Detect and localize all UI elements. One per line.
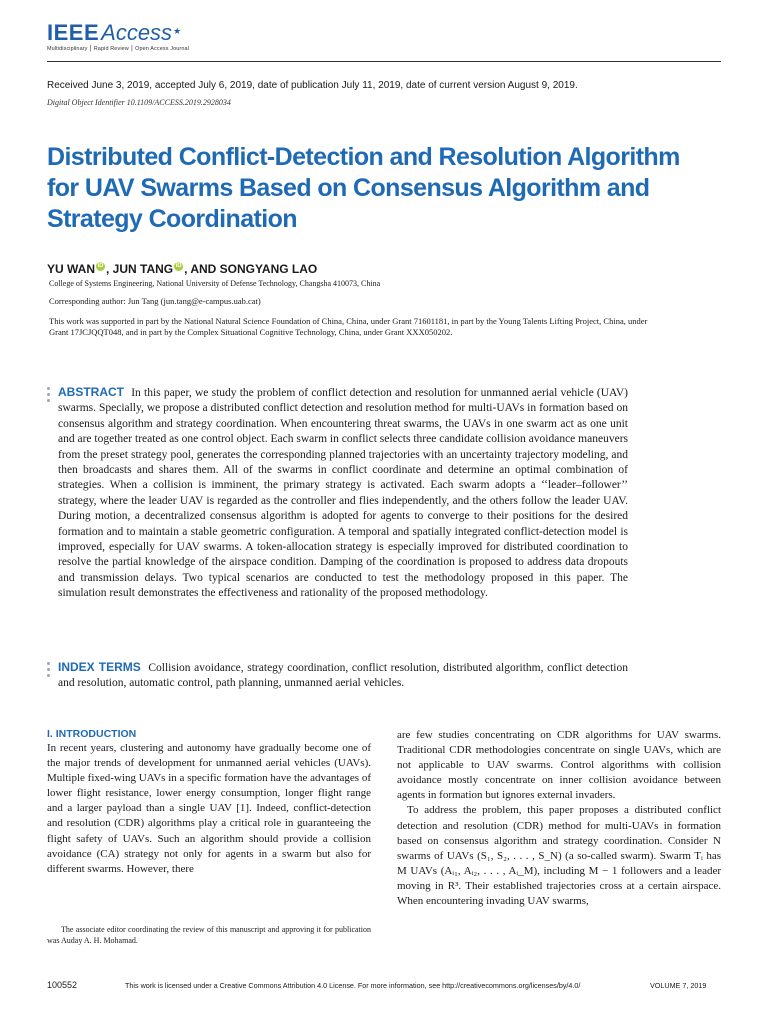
author-name: , JUN TANG: [106, 262, 174, 276]
logo-star-icon: ★: [173, 25, 182, 36]
footnote: The associate editor coordinating the review of this manuscript and approving it for publication was Auday A. H. Mohamad.: [47, 925, 371, 945]
index-terms-marker-icon: [47, 662, 51, 680]
abstract-marker-icon: [47, 387, 51, 405]
logo-tagline: Multidisciplinary ⎮ Rapid Review ⎮ Open Access Journal: [47, 46, 189, 52]
index-terms-text: Collision avoidance, strategy coordination, conflict resolution, distributed algorithm, conflict detection and resolution, automatic control, path planning, unmanned aerial vehicles.: [58, 662, 629, 690]
index-terms: [58, 660, 628, 692]
author-name: , AND SONGYANG LAO: [184, 262, 318, 276]
author-name: YU WAN: [47, 262, 95, 276]
abstract: [58, 385, 628, 602]
logo-ieee: IEEE: [47, 20, 100, 45]
paper-title: Distributed Conflict-Detection and Resolution Algorithm for UAV Swarms Based on Consensus Algorithm and Strategy Coordination: [47, 143, 680, 233]
body-paragraph: To address the problem, this paper proposes a distributed conflict detection and resolution (CDR) method for multi-UAVs in formation based on consensus algorithm and strategy coordination. Consider N swarms of UAVs (S₁, S₂, . . . , S_N) (a so-called swarm). Swarm Tᵢ has M UAVs (Aᵢ₁, Aᵢ₂, . . . , Aᵢ_M), including M − 1 followers and a leader moving in R³. Their established trajectories cross at a certain airspace. When encountering invading UAV swarms,: [397, 804, 721, 908]
doi[interactable]: Digital Object Identifier 10.1109/ACCESS.2019.2928034: [47, 98, 231, 107]
received-dates: Received June 3, 2019, accepted July 6, 2019, date of publication July 11, 2019, date of current version August 9, 2019.: [47, 80, 578, 91]
body-paragraph: In recent years, clustering and autonomy have gradually become one of the major trends of development for unmanned aerial vehicles (UAVs). Multiple fixed-wing UAVs in a specific formation have the advantages of lower flight resistance, lower energy consumption, longer flight range and a larger payload than a single UAV [1]. Indeed, conflict-detection and resolution (CDR) algorithms play a critical role in guaranteeing the flight safety of UAVs. Such an algorithm should provide a collision avoidance (CA) strategy not only for agents in a swarm but also for different swarms. However, there: [47, 742, 371, 875]
page-number: 100552: [47, 980, 78, 990]
body-paragraph: are few studies concentrating on CDR algorithms for UAV swarms. Traditional CDR methodologies concentrate on single UAVs, which are not applicable to UAV swarms. Control algorithms with collision avoidance mostly concentrate on inner collision avoidance between agents in formation but ignores external invaders.: [397, 729, 721, 802]
logo-access: Access: [101, 20, 173, 45]
column-right: [397, 728, 721, 909]
author-list: [47, 262, 317, 276]
corresponding-author: Corresponding author: Jun Tang (jun.tang@e-campus.uab.cat): [49, 296, 261, 306]
volume-info: VOLUME 7, 2019: [650, 981, 707, 990]
funding-note: This work was supported in part by the National Natural Science Foundation of China, China, under Grant 71601181, in part by the Young Talents Lifting Project, China, under Grant 17JCJQQT048, and in part by the Complex Situational Cognitive Technology, China, under Grant XXX050202.: [49, 316, 648, 337]
orcid-icon[interactable]: iD: [175, 263, 182, 269]
affiliation: College of Systems Engineering, National University of Defense Technology, Changsha 410073, China: [49, 279, 381, 288]
abstract-text: In this paper, we study the problem of conflict detection and resolution for unmanned aerial vehicle (UAV) swarms. Specially, we propose a distributed conflict detection and resolution method for multi-UAVs in formation based on consensus algorithm and strategy coordination. When encountering threat swarms, the UAVs in one swarm act as one unit and are together treated as one control object. Each swarm in conflict selects three candidate collision avoidance maneuvers from the preset strategy pool, generates the corresponding planned trajectories with an uncertainty trajectory modeling, and then broadcasts and shares them. All of the swarms in conflict coordinate and determine an optimal combination of strategies. When a collision is imminent, the primary strategy is activated. Each swarm adopts a ‘‘leader–follower’’ strategy, where the leader UAV is regarded as the controller and flies independently, and the others follow the leader UAV. During motion, a decentralized consensus algorithm is adopted for agents to converge to their positions for the desired formation and to maintain a stable geometric configuration. A temporal and spatially integrated conflict-detection model is improved, especially for UAV swarms. A token-allocation strategy is especially improved for distributed coordination to resolve the partial knowledge of the airspace condition. Damping of the coordination is proposed to address data dropouts and transmission delays. Two typical scenarios are conducted to test the methodology proposed in this paper. The simulation result demonstrates the effectiveness and rationality of the proposed methodology.: [58, 387, 628, 600]
abstract-label: ABSTRACT: [58, 385, 124, 399]
header-divider: [47, 61, 721, 62]
index-terms-label: INDEX TERMS: [58, 660, 141, 674]
orcid-icon[interactable]: iD: [97, 263, 104, 269]
journal-logo: [47, 20, 181, 46]
license-note[interactable]: This work is licensed under a Creative Commons Attribution 4.0 License. For more information, see http://creativecommons.org/licenses/by/4.0/: [125, 981, 581, 990]
column-left: [47, 728, 371, 877]
section-heading: I. INTRODUCTION: [47, 728, 137, 740]
